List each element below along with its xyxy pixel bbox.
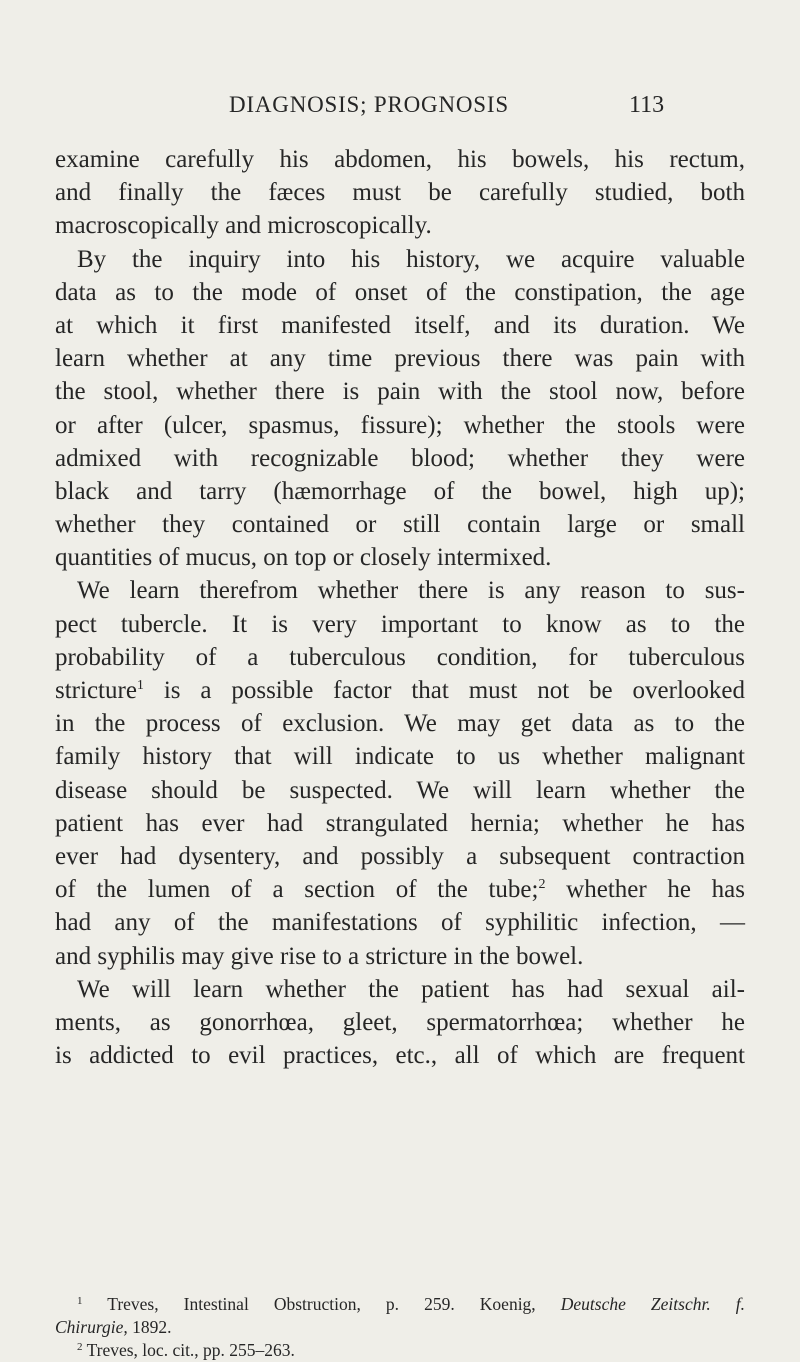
text-line: and syphilis may give rise to a stricture in the bowel. bbox=[55, 942, 584, 970]
text-line: macroscopically and microscopically. bbox=[55, 212, 432, 240]
footnote-2 bbox=[55, 1339, 745, 1362]
text-line: black and tarry (hæmorrhage of the bowel, high up); bbox=[55, 477, 745, 505]
text-line: disease should be suspected. We will learn whether the bbox=[55, 776, 745, 804]
text-line: at which it first manifested itself, and its duration. We bbox=[55, 311, 745, 339]
running-head bbox=[0, 92, 800, 122]
footnote-ref: 2 bbox=[538, 877, 546, 893]
text-line: By the inquiry into his history, we acquire valuable bbox=[77, 245, 745, 273]
footnote-mark: 1 bbox=[77, 1295, 83, 1307]
footnote-year: 1892. bbox=[132, 1317, 172, 1337]
text-line: data as to the mode of onset of the constipation, the age bbox=[55, 278, 745, 306]
text-line: ments, as gonorrhœa, gleet, spermatorrhœa; whether he bbox=[55, 1008, 745, 1036]
text-fragment: of the lumen of a section of the tube; bbox=[55, 876, 539, 904]
footnote-journal: Deutsche Zeitschr. f. bbox=[560, 1294, 746, 1314]
text-line: is addicted to evil practices, etc., all of which are frequent bbox=[55, 1042, 745, 1070]
text-line: probability of a tuberculous condition, for tuberculous bbox=[55, 643, 745, 671]
text-line: learn whether at any time previous there was pain with bbox=[55, 345, 745, 373]
text-line: in the process of exclusion. We may get data as to the bbox=[55, 710, 745, 738]
footnotes bbox=[55, 1293, 745, 1362]
footnote-ref: 1 bbox=[136, 678, 144, 693]
footnote-text: Treves, loc. cit., pp. 255–263. bbox=[86, 1340, 295, 1360]
text-line: and finally the fæces must be carefully studied, both bbox=[55, 179, 745, 207]
footnote-text: Treves, Intestinal Obstruction, p. 259. Koenig, bbox=[107, 1294, 536, 1314]
text-line: had any of the manifestations of syphilitic infection, — bbox=[55, 909, 745, 937]
footnote-journal-cont: Chirurgie, bbox=[55, 1317, 128, 1337]
text-line: ever had dysentery, and possibly a subsequent contraction bbox=[55, 842, 745, 870]
text-line: the stool, whether there is pain with the stool now, before bbox=[55, 378, 745, 406]
body-text bbox=[55, 143, 745, 1072]
text-line: pect tubercle. It is very important to know as to the bbox=[55, 610, 745, 638]
footnote-1-cont bbox=[55, 1316, 745, 1339]
text-line: or after (ulcer, spasmus, fissure); whether the stools were bbox=[55, 411, 745, 439]
text-line bbox=[55, 674, 745, 707]
page-number: 113 bbox=[629, 92, 665, 118]
text-line: family history that will indicate to us whether malignant bbox=[55, 743, 745, 771]
footnote-1 bbox=[55, 1293, 745, 1316]
text-line bbox=[55, 873, 745, 906]
text-fragment: stricture bbox=[55, 677, 137, 704]
text-fragment: whether he has bbox=[566, 876, 745, 904]
text-line: We learn therefrom whether there is any reason to sus- bbox=[77, 577, 745, 605]
footnote-mark: 2 bbox=[77, 1341, 83, 1353]
text-line: quantities of mucus, on top or closely intermixed. bbox=[55, 544, 552, 572]
text-line: patient has ever had strangulated hernia; whether he has bbox=[55, 809, 745, 837]
text-line: whether they contained or still contain large or small bbox=[55, 511, 745, 539]
running-title: DIAGNOSIS; PROGNOSIS bbox=[229, 92, 509, 117]
text-line: examine carefully his abdomen, his bowels, his rectum, bbox=[55, 146, 745, 173]
text-fragment: is a possible factor that must not be overlooked bbox=[163, 677, 746, 704]
text-line: We will learn whether the patient has had sexual ail- bbox=[77, 975, 745, 1003]
text-line: admixed with recognizable blood; whether they were bbox=[55, 444, 745, 472]
